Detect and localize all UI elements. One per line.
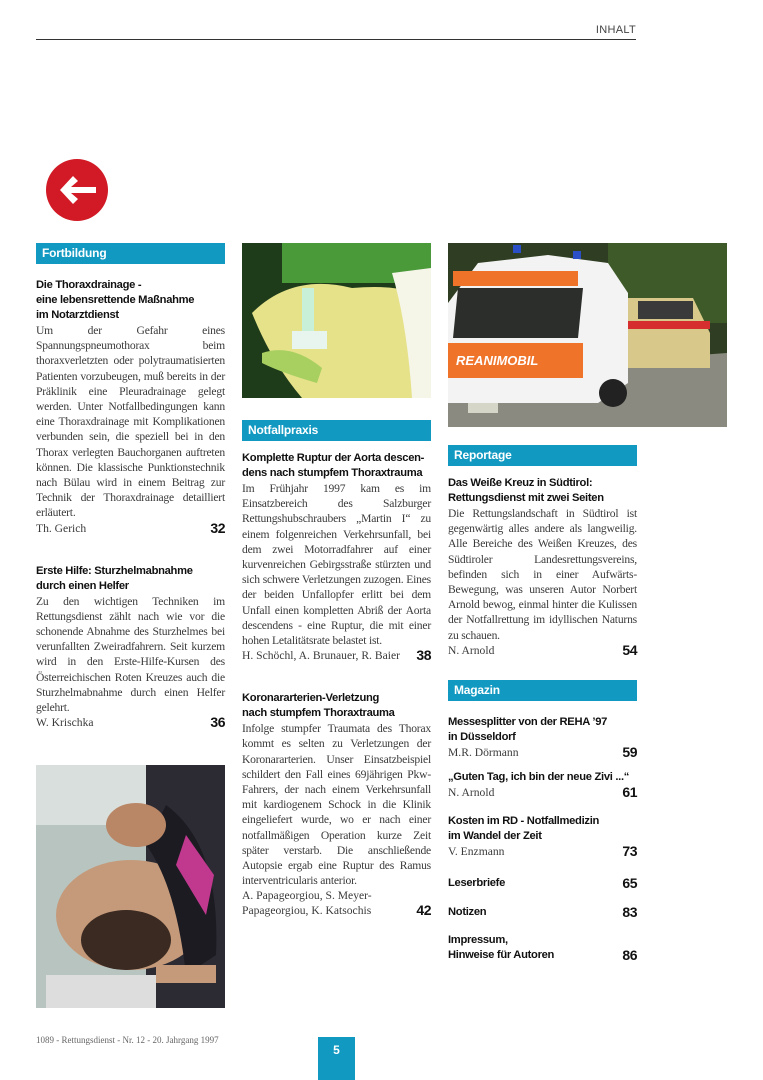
toc-entry[interactable] — [448, 770, 637, 800]
back-arrow-icon[interactable] — [46, 159, 108, 221]
entry-page-number[interactable]: 61 — [622, 783, 637, 800]
entry-title: Notizen — [448, 905, 487, 918]
toc-entry[interactable] — [448, 715, 637, 760]
toc-entry[interactable] — [36, 564, 225, 731]
entry-page-number[interactable]: 54 — [622, 641, 637, 658]
entry-author-line: Papageorgiou, K. Katsochis — [242, 904, 372, 918]
section-bar-magazin: Magazin — [448, 680, 637, 701]
column-right — [448, 445, 637, 963]
entry-page-number[interactable]: 73 — [622, 842, 637, 859]
entry-title-line: Das Weiße Kreuz in Südtirol: — [448, 477, 593, 489]
entry-page-number[interactable]: 86 — [622, 946, 637, 963]
entry-title-line: Messesplitter von der REHA ’97 — [448, 715, 608, 728]
entry-author-line: A. Papageorgiou, S. Meyer- — [242, 889, 372, 903]
page-folio: 5 — [318, 1037, 355, 1080]
entry-abstract: Zu den wichtigen Techniken im Rettungsdienst zählt nach wie vor die schonende Abnahme des Sturzhelmes bei verunfallten Zweiradfahrern. Seit kurzem wird in den Erste-Hilfe-Kursen des Österreichischen Roten Kreuzes auch die Sturzhelmabnahme durch einen Helfer gelehrt. — [36, 594, 225, 715]
entry-abstract: Um der Gefahr eines Spannungspneumothorax beim thoraxverletzten oder polytraumatisierten Patienten vorzubeugen, muß bereits in der Präklinik eine Pleuradrainage gelegt werden. Unter Notfallbedingungen kann eine Thoraxdrainage mit Komplikationen verbunden sein, die speziell bei in den Thorax verlegten Bauchorganen auftreten können. Die klassische Punktionstechnik nach Bülau wird in einem Beitrag zur Technik der Thoraxdrainage detailliert erläutert. — [36, 324, 225, 520]
ambulance-reanimobil-photo — [448, 243, 727, 427]
entry-title-line: Komplette Ruptur der Aorta descen- — [242, 452, 425, 464]
entry-title-line: in Düsseldorf — [448, 730, 516, 743]
entry-page-number[interactable]: 32 — [210, 519, 225, 536]
entry-title-line: dens nach stumpfem Thoraxtrauma — [242, 467, 423, 479]
entry-page-number[interactable]: 36 — [210, 714, 225, 731]
entry-author: N. Arnold — [448, 643, 495, 657]
entry-abstract: Infolge stumpfer Traumata des Thorax kommt es selten zu Verletzungen der Koronararterien. Unser Einsatzbeispiel schildert den Fall eines 69jährigen Pkw-Fahrers, der nach einem Verkehrsunfall mit kardiogenem Schock in die Klinik eingeliefert wurde, wo er nach einer notfallmäßigen Operation kurze Zeit später verstarb. Die anschließende Autopsie ergab eine Ruptur des Ramus interventricularis anterior. — [242, 722, 431, 888]
entry-title — [36, 564, 225, 594]
entry-title: Leserbriefe — [448, 876, 506, 889]
entry-page-number[interactable]: 42 — [416, 902, 431, 919]
entry-title-line: durch einen Helfer — [36, 579, 129, 592]
entry-title — [448, 814, 637, 844]
entry-title — [36, 278, 225, 323]
entry-title-line: „Guten Tag, ich bin der neue Zivi ...“ — [448, 770, 630, 783]
entry-author: H. Schöchl, A. Brunauer, R. Baier — [242, 649, 400, 663]
entry-byline — [448, 844, 637, 859]
header-rule — [36, 39, 636, 40]
entry-title-line: nach stumpfem Thoraxtrauma — [242, 707, 395, 720]
section-bar-notfallpraxis: Notfallpraxis — [242, 420, 431, 441]
section-bar-fortbildung: Fortbildung — [36, 243, 225, 264]
column-middle — [242, 420, 431, 918]
entry-title-line: im Notarztdienst — [36, 309, 119, 321]
entry-page-number[interactable]: 59 — [622, 743, 637, 760]
toc-entry[interactable] — [448, 476, 637, 658]
entry-byline — [448, 745, 637, 760]
section-bar-reportage: Reportage — [448, 445, 637, 466]
entry-byline — [448, 785, 637, 800]
entry-byline — [242, 888, 431, 918]
intubated-patient-photo — [242, 243, 431, 398]
entry-title-line: Die Thoraxdrainage - — [36, 279, 142, 291]
entry-author: N. Arnold — [448, 785, 495, 799]
toc-entry[interactable] — [242, 691, 431, 918]
entry-byline — [36, 521, 225, 536]
toc-entry[interactable] — [448, 814, 637, 859]
entry-title — [448, 933, 554, 963]
entry-title — [448, 476, 637, 506]
entry-page-number[interactable]: 83 — [622, 903, 637, 920]
entry-byline — [36, 715, 225, 730]
toc-entry-impressum[interactable] — [448, 933, 637, 963]
entry-author — [242, 888, 372, 918]
entry-byline — [242, 648, 431, 663]
entry-abstract: Die Rettungslandschaft in Südtirol ist gegenwärtig alles andere als langweilig. Alle Bereiche des Weißen Kreuzes, des Südtiroler Landesrettungsvereins, befinden sich in einer Aufwärts-Bewegung, was unseren Autor Norbert Arnold bewog, einmal hinter die Kulissen der Notfallrettung im idyllischen Naturns zu schauen. — [448, 507, 637, 642]
entry-title-line: Impressum, — [448, 933, 508, 946]
entry-page-number[interactable]: 38 — [416, 647, 431, 664]
toc-entry[interactable] — [242, 451, 431, 663]
toc-entry-leserbriefe[interactable] — [448, 875, 637, 891]
entry-title-line: Erste Hilfe: Sturzhelmabnahme — [36, 564, 193, 577]
entry-author: Th. Gerich — [36, 521, 87, 535]
helmet-removal-photo — [36, 765, 225, 1008]
entry-author: W. Krischka — [36, 716, 94, 730]
toc-entry[interactable] — [36, 278, 225, 536]
entry-abstract: Im Frühjahr 1997 kam es im Einsatzbereich des Salzburger Rettungshubschraubers „Martin I“ zu einem folgenreichen Verkehrsunfall, bei dem zwei Motorradfahrer auf einer kurvenreichen Gebirgsstraße stürzten und sich schwere Verletzungen zuzogen. Eines der beiden Unfallopfer erlitt bei dem Unfall einen kompletten Abriß der Aorta descendens - eine Ruptur, die mit einer hohen Letalitätsrate belastet ist. — [242, 482, 431, 648]
column-left — [36, 243, 225, 730]
entry-title-line: im Wandel der Zeit — [448, 829, 542, 842]
entry-title-line: Hinweise für Autoren — [448, 948, 555, 961]
entry-title-line: Rettungsdienst mit zwei Seiten — [448, 492, 604, 504]
entry-title-line: Koronararterien-Verletzung — [242, 692, 380, 705]
entry-page-number[interactable]: 65 — [622, 874, 637, 891]
entry-title — [448, 715, 637, 745]
entry-author: V. Enzmann — [448, 844, 505, 858]
toc-entry-notizen[interactable] — [448, 904, 637, 920]
entry-title — [242, 691, 431, 721]
entry-author: M.R. Dörmann — [448, 745, 519, 759]
entry-byline — [448, 643, 637, 658]
entry-title — [242, 451, 431, 481]
entry-title-line: Kosten im RD - Notfallmedizin — [448, 814, 600, 827]
entry-title-line: eine lebensrettende Maßnahme — [36, 294, 195, 306]
footer-imprint: 1089 - Rettungsdienst - Nr. 12 - 20. Jahrgang 1997 — [36, 1035, 219, 1045]
entry-title — [448, 770, 637, 785]
header-section-label: INHALT — [595, 24, 636, 36]
reanimobil-text: REANIMOBIL — [456, 353, 539, 368]
